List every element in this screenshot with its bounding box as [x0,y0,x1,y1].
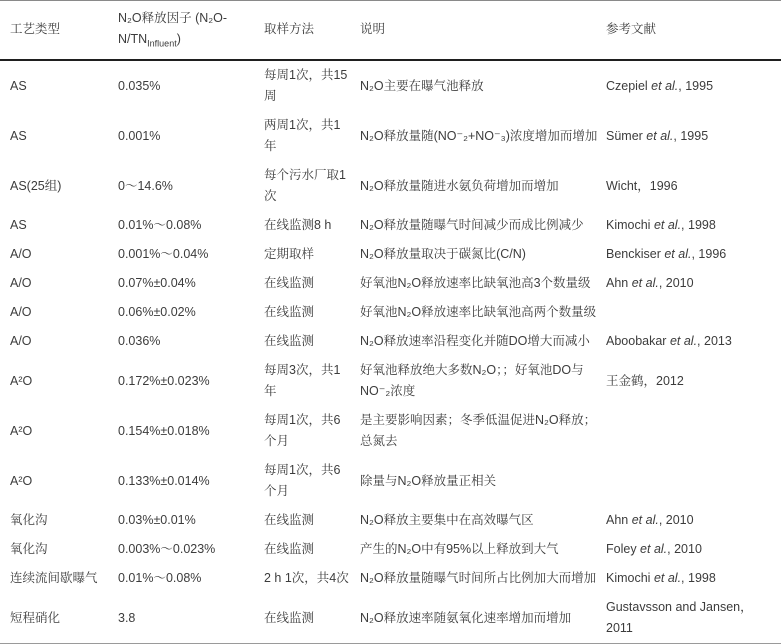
cell-method: 每周1次，共15周 [264,68,348,104]
cell-method: 2 h 1次，共4次 [264,571,349,586]
reference-year: , 1998 [681,571,716,586]
cell-note: 好氧池N₂O释放速率比缺氧池高两个数量级 [360,305,597,320]
table-row [0,593,781,644]
cell-method: 在线监测 [264,305,315,320]
reference-year: , 1995 [678,78,714,93]
table-row [0,269,781,298]
cell-reference [606,111,781,161]
cell-method: 每周1次，共6个月 [264,413,341,449]
reference-text: Aboobakar [606,334,670,349]
reference-etal: et al. [640,542,668,557]
cell-reference [606,564,781,593]
table-row [0,161,781,211]
cell-method: 在线监测 [264,334,315,349]
header-method: 取样方法 [264,1,360,61]
reference-etal: et al. [664,247,692,262]
cell-method: 两周1次，共1年 [264,118,341,154]
cell-process: 氧化沟 [10,542,48,557]
cell-reference [606,60,781,111]
cell-note: N₂O释放主要集中在高效曝气区 [360,513,534,528]
table-row [0,111,781,161]
cell-reference [606,593,781,644]
cell-factor: 0.01%～0.08% [118,571,202,586]
header-factor-close: ) [176,32,181,47]
cell-factor: 0.01%～0.08% [118,218,202,233]
header-note: 说明 [360,1,606,61]
cell-method: 每周3次，共1年 [264,363,341,399]
reference-text: Benckiser [606,247,665,262]
cell-factor: 0.003%～0.023% [118,542,216,557]
cell-factor: 0～14.6% [118,178,173,193]
cell-process: A/O [10,276,32,291]
cell-method: 在线监测 [264,276,315,291]
cell-note: 产生的N₂O中有95%以上释放到大气 [360,542,559,557]
reference-etal: et al. [646,128,674,143]
table-row [0,406,781,456]
reference-text: Ahn [606,513,632,528]
cell-reference [606,327,781,356]
cell-method: 定期取样 [264,247,315,262]
table-row [0,298,781,327]
cell-reference [606,240,781,269]
cell-process: AS [10,78,27,93]
reference-year: , 2013 [697,334,732,349]
cell-factor: 0.154%±0.018% [118,423,210,438]
cell-process: A/O [10,305,32,320]
cell-note: 好氧池释放绝大多数N₂O；；好氧池DO与NO⁻₂浓度 [360,363,584,399]
table-header [0,1,781,61]
cell-method: 在线监测 [264,513,315,528]
cell-note: N₂O释放量取决于碳氮比(C/N) [360,247,526,262]
cell-note: N₂O释放速率沿程变化并随DO增大而减小 [360,334,590,349]
cell-method: 在线监测8 h [264,218,332,233]
reference-etal: et al. [651,78,679,93]
cell-factor: 0.06%±0.02% [118,305,196,320]
reference-etal: et al. [631,276,659,291]
reference-year: , 1996 [691,247,727,262]
reference-year: , 1995 [673,128,709,143]
reference-text: 王金鹤，2012 [606,373,684,388]
cell-process: AS [10,128,27,143]
reference-text: Sümer [606,128,647,143]
header-reference: 参考文献 [606,1,781,61]
cell-reference [606,269,781,298]
table-row [0,327,781,356]
cell-reference [606,211,781,240]
cell-note: N₂O释放量随进水氨负荷增加而增加 [360,178,559,193]
table-row [0,240,781,269]
cell-factor: 0.001%～0.04% [118,247,209,262]
header-process: 工艺类型 [0,1,118,61]
reference-text: Wicht，1996 [606,178,678,193]
cell-note: 除量与N₂O释放量正相关 [360,473,497,488]
cell-note: N₂O释放量随曝气时间所占比例加大而增加 [360,571,597,586]
table-body [0,60,781,644]
cell-factor: 0.036% [118,334,161,349]
cell-process: AS(25组) [10,178,62,193]
cell-factor: 0.172%±0.023% [118,373,210,388]
cell-process: A/O [10,334,32,349]
cell-note: 好氧池N₂O释放速率比缺氧池高3个数量级 [360,276,591,291]
reference-etal: et al. [653,571,682,586]
cell-factor: 0.07%±0.04% [118,276,196,291]
reference-year: , 2010 [658,276,694,291]
header-factor [118,1,264,61]
reference-text: Foley [606,542,641,557]
cell-reference [606,456,781,506]
cell-reference [606,406,781,456]
table-row [0,456,781,506]
cell-process: A²O [10,373,33,388]
cell-factor: 0.133%±0.014% [118,473,210,488]
table-row [0,211,781,240]
cell-process: A²O [10,473,33,488]
reference-text: Gustavsson and Jansen，2011 [606,600,753,636]
cell-reference [606,535,781,564]
cell-reference [606,356,781,406]
reference-etal: et al. [631,513,659,528]
cell-reference [606,161,781,211]
reference-text: Kimochi [606,571,654,586]
cell-note: N₂O主要在曝气池释放 [360,78,484,93]
header-factor-subscript: Influent [147,38,177,49]
reference-text: Ahn [606,276,632,291]
cell-process: A²O [10,423,33,438]
reference-year: , 1998 [681,218,716,233]
cell-note: N₂O释放量随曝气时间减少而成比例减少 [360,218,584,233]
cell-factor: 0.001% [118,128,161,143]
cell-factor: 3.8 [118,610,136,625]
reference-text: Kimochi [606,218,654,233]
cell-method: 每周1次，共6个月 [264,463,341,499]
table-row [0,535,781,564]
cell-factor: 0.035% [118,78,161,93]
cell-note: N₂O释放量随(NO⁻₂+NO⁻₃)浓度增加而增加 [360,128,598,143]
table-row [0,564,781,593]
cell-process: A/O [10,247,32,262]
table-row [0,356,781,406]
cell-note: N₂O释放速率随氨氧化速率增加而增加 [360,610,572,625]
cell-reference [606,506,781,535]
table-row [0,60,781,111]
header-factor-main: N₂O释放因子 (N₂O-N/TN [118,11,228,47]
cell-process: 连续流间歇曝气 [10,571,98,586]
reference-etal: et al. [669,334,698,349]
cell-factor: 0.03%±0.01% [118,513,196,528]
cell-process: 氧化沟 [10,513,48,528]
cell-process: AS [10,218,27,233]
table-row [0,506,781,535]
cell-reference [606,298,781,327]
cell-process: 短程硝化 [10,610,61,625]
header-row [0,1,781,61]
cell-method: 在线监测 [264,542,315,557]
reference-text: Czepiel [606,78,652,93]
reference-etal: et al. [653,218,682,233]
cell-note: 是主要影响因素；冬季低温促进N₂O释放；总氮去 [360,413,597,449]
reference-year: , 2010 [658,513,694,528]
cell-method: 每个污水厂取1次 [264,168,346,204]
reference-year: , 2010 [667,542,702,557]
cell-method: 在线监测 [264,610,315,625]
